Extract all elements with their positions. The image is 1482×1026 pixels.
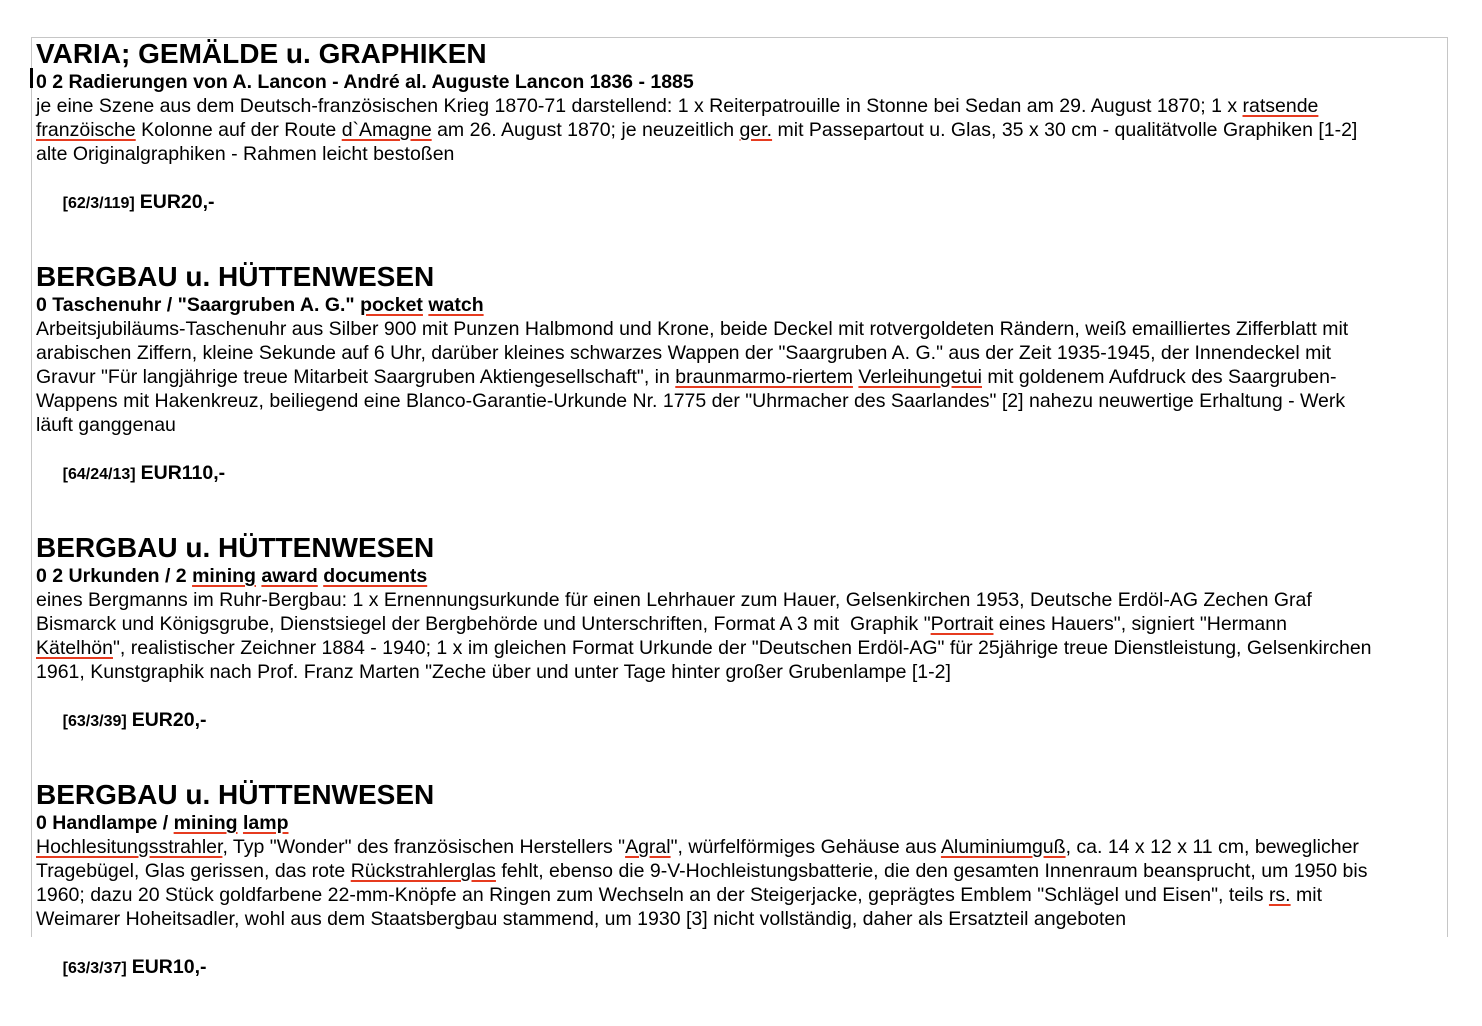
description-line — [36, 859, 1444, 883]
description-text-run: ", würfelförmiges Gehäuse aus — [670, 836, 941, 858]
description-line — [36, 341, 1444, 365]
description-text-run: arabischen Ziffern, kleine Sekunde auf 6 Uhr, darüber kleines schwarzes Wappen der "Saargruben A. G." aus der Zeit 1935-1945, der Innendeckel mit — [36, 342, 1332, 364]
description-text-run: mit — [1290, 884, 1323, 906]
description-line — [36, 389, 1444, 413]
description-text-run: 1960; dazu 20 Stück goldfarbene 22-mm-Knöpfe an Ringen zum Wechseln an der Steigerjacke, geprägtes Emblem "Schlägel und Eisen", teils — [36, 884, 1269, 906]
description-text-run: eines Bergmanns im Ruhr-Bergbau: 1 x Ernennungsurkunde für einen Lehrhauer zum Hauer, Gelsenkirchen 1953, Deutsche Erdöl-AG Zechen Graf — [36, 589, 1312, 611]
description-text-run: fehlt, ebenso die 9-V-Hochleistungsbatterie, die den gesamten Innenraum beansprucht, um 1950 bis — [495, 860, 1368, 882]
description-line — [36, 94, 1444, 118]
lot-price-line — [36, 931, 1444, 1005]
description-line — [36, 907, 1444, 931]
lot-price: EUR110,- — [140, 462, 226, 484]
lot-title — [36, 564, 1444, 588]
lot-title — [36, 70, 1444, 94]
description-line — [36, 317, 1444, 341]
misspelled-word[interactable]: Verleihungetui — [858, 366, 983, 388]
misspelled-word[interactable]: rs. — [1268, 884, 1291, 906]
description-line — [36, 413, 1444, 437]
description-text-run: mit Passepartout u. Glas, 35 x 30 cm - qualitätvolle Graphiken [1-2] — [772, 119, 1358, 141]
misspelled-word[interactable]: mining — [173, 812, 238, 834]
lot-price-line — [36, 437, 1444, 511]
misspelled-word[interactable]: franzöische — [36, 119, 136, 141]
description-text-run: alte Originalgraphiken - Rahmen leicht bestoßen — [36, 143, 455, 165]
misspelled-word[interactable]: Aluminiumguß — [940, 836, 1066, 858]
lot-title-text-run: 0 Taschenuhr / "Saargruben A. G." — [36, 294, 361, 316]
lot-reference: [63/3/39] — [62, 713, 127, 730]
misspelled-word[interactable]: documents — [323, 565, 428, 587]
lot-price: EUR20,- — [131, 709, 207, 731]
description-text-run: Gravur "Für langjährige treue Mitarbeit Saargruben Aktiengesellschaft", in — [36, 366, 676, 388]
text-caret — [30, 68, 33, 88]
description-line — [36, 142, 1444, 166]
misspelled-word[interactable]: lamp — [242, 812, 289, 834]
catalog-entry — [36, 38, 1444, 240]
lot-description — [36, 588, 1444, 684]
description-text-run: Weimarer Hoheitsadler, wohl aus dem Staatsbergbau stammend, um 1930 [3] nicht vollständig, daher als Ersatzteil angeboten — [36, 908, 1127, 930]
lot-title-text-run: 0 2 Radierungen von A. Lancon - André al. Auguste Lancon 1836 - 1885 — [36, 71, 694, 93]
lot-title-text-run: 0 Handlampe / — [36, 812, 174, 834]
catalog-entry — [36, 779, 1444, 1005]
misspelled-word[interactable]: watch — [428, 294, 484, 316]
description-line — [36, 365, 1444, 389]
catalog-entry — [36, 261, 1444, 511]
lot-price-line — [36, 166, 1444, 240]
description-text-run: je eine Szene aus dem Deutsch-französischen Krieg 1870-71 darstellend: 1 x Reiterpatrouille in Stonne bei Sedan am 29. August 1870; 1 x — [36, 95, 1243, 117]
description-line — [36, 835, 1444, 859]
lot-description — [36, 94, 1444, 166]
description-text-run: ", realistischer Zeichner 1884 - 1940; 1 x im gleichen Format Urkunde der "Deutschen Erdöl-AG" für 25jährige treue Dienstleistung, Gelsenkirchen — [112, 637, 1372, 659]
description-line — [36, 660, 1444, 684]
lot-description — [36, 317, 1444, 437]
description-text-run: 1961, Kunstgraphik nach Prof. Franz Marten "Zeche über und unter Tage hinter großer Grubenlampe [1-2] — [36, 661, 951, 683]
description-text-run: am 26. August 1870; je neuzeitlich — [431, 119, 740, 141]
lot-reference: [64/24/13] — [62, 466, 136, 483]
description-text-run: Arbeitsjubiläums-Taschenuhr aus Silber 900 mit Punzen Halbmond und Krone, beide Deckel mit rotvergoldeten Rändern, weiß emailliertes Zifferblatt mit — [36, 318, 1349, 340]
category-heading: BERGBAU u. HÜTTENWESEN — [36, 532, 435, 563]
misspelled-word[interactable]: d`Amagne — [341, 119, 432, 141]
description-line — [36, 636, 1444, 660]
description-text-run: , ca. 14 x 12 x 11 cm, beweglicher — [1065, 836, 1359, 858]
lot-reference: [63/3/37] — [62, 960, 127, 977]
misspelled-word[interactable]: ger. — [739, 119, 773, 141]
misspelled-word[interactable]: Rückstrahlerglas — [350, 860, 496, 882]
description-line — [36, 883, 1444, 907]
lot-price: EUR10,- — [131, 956, 207, 978]
description-text-run: Kolonne auf der Route — [135, 119, 342, 141]
misspelled-word[interactable]: pocket — [360, 294, 423, 316]
document-content[interactable] — [36, 38, 1444, 1026]
description-text-run: Wappens mit Hakenkreuz, beiliegend eine Blanco-Garantie-Urkunde Nr. 1775 der "Uhrmacher des Saarlandes" [2] nahezu neuwertige Erhaltung - Werk — [36, 390, 1346, 412]
description-line — [36, 588, 1444, 612]
description-text-run: läuft ganggenau — [36, 414, 176, 436]
misspelled-word[interactable]: Kätelhön — [36, 637, 113, 659]
lot-price-line — [36, 684, 1444, 758]
lot-price: EUR20,- — [139, 191, 215, 213]
misspelled-word[interactable]: ratsende — [1242, 95, 1319, 117]
lot-description — [36, 835, 1444, 931]
misspelled-word[interactable]: Portrait — [930, 613, 994, 635]
category-heading: BERGBAU u. HÜTTENWESEN — [36, 779, 435, 810]
catalog-entry — [36, 532, 1444, 758]
description-text-run: eines Hauers", signiert "Hermann — [993, 613, 1287, 635]
lot-title — [36, 293, 1444, 317]
description-text-run: mit goldenem Aufdruck des Saargruben- — [982, 366, 1337, 388]
description-line — [36, 118, 1444, 142]
lot-title — [36, 811, 1444, 835]
misspelled-word[interactable]: braunmarmo-riertem — [675, 366, 853, 388]
misspelled-word[interactable]: award — [261, 565, 318, 587]
category-heading: BERGBAU u. HÜTTENWESEN — [36, 261, 435, 292]
category-heading: VARIA; GEMÄLDE u. GRAPHIKEN — [36, 38, 487, 69]
misspelled-word[interactable]: Hochlesitungsstrahler — [36, 836, 223, 858]
lot-title-text-run: 0 2 Urkunden / 2 — [36, 565, 193, 587]
description-text-run: Bismarck und Königsgrube, Dienstsiegel der Bergbehörde und Unterschriften, Format A 3 mit Graphik " — [36, 613, 931, 635]
misspelled-word[interactable]: Agral — [625, 836, 671, 858]
description-text-run: Tragebügel, Glas gerissen, das rote — [36, 860, 351, 882]
misspelled-word[interactable]: mining — [192, 565, 256, 587]
description-text-run: , Typ "Wonder" des französischen Herstellers " — [222, 836, 626, 858]
description-line — [36, 612, 1444, 636]
lot-reference: [62/3/119] — [62, 195, 135, 212]
